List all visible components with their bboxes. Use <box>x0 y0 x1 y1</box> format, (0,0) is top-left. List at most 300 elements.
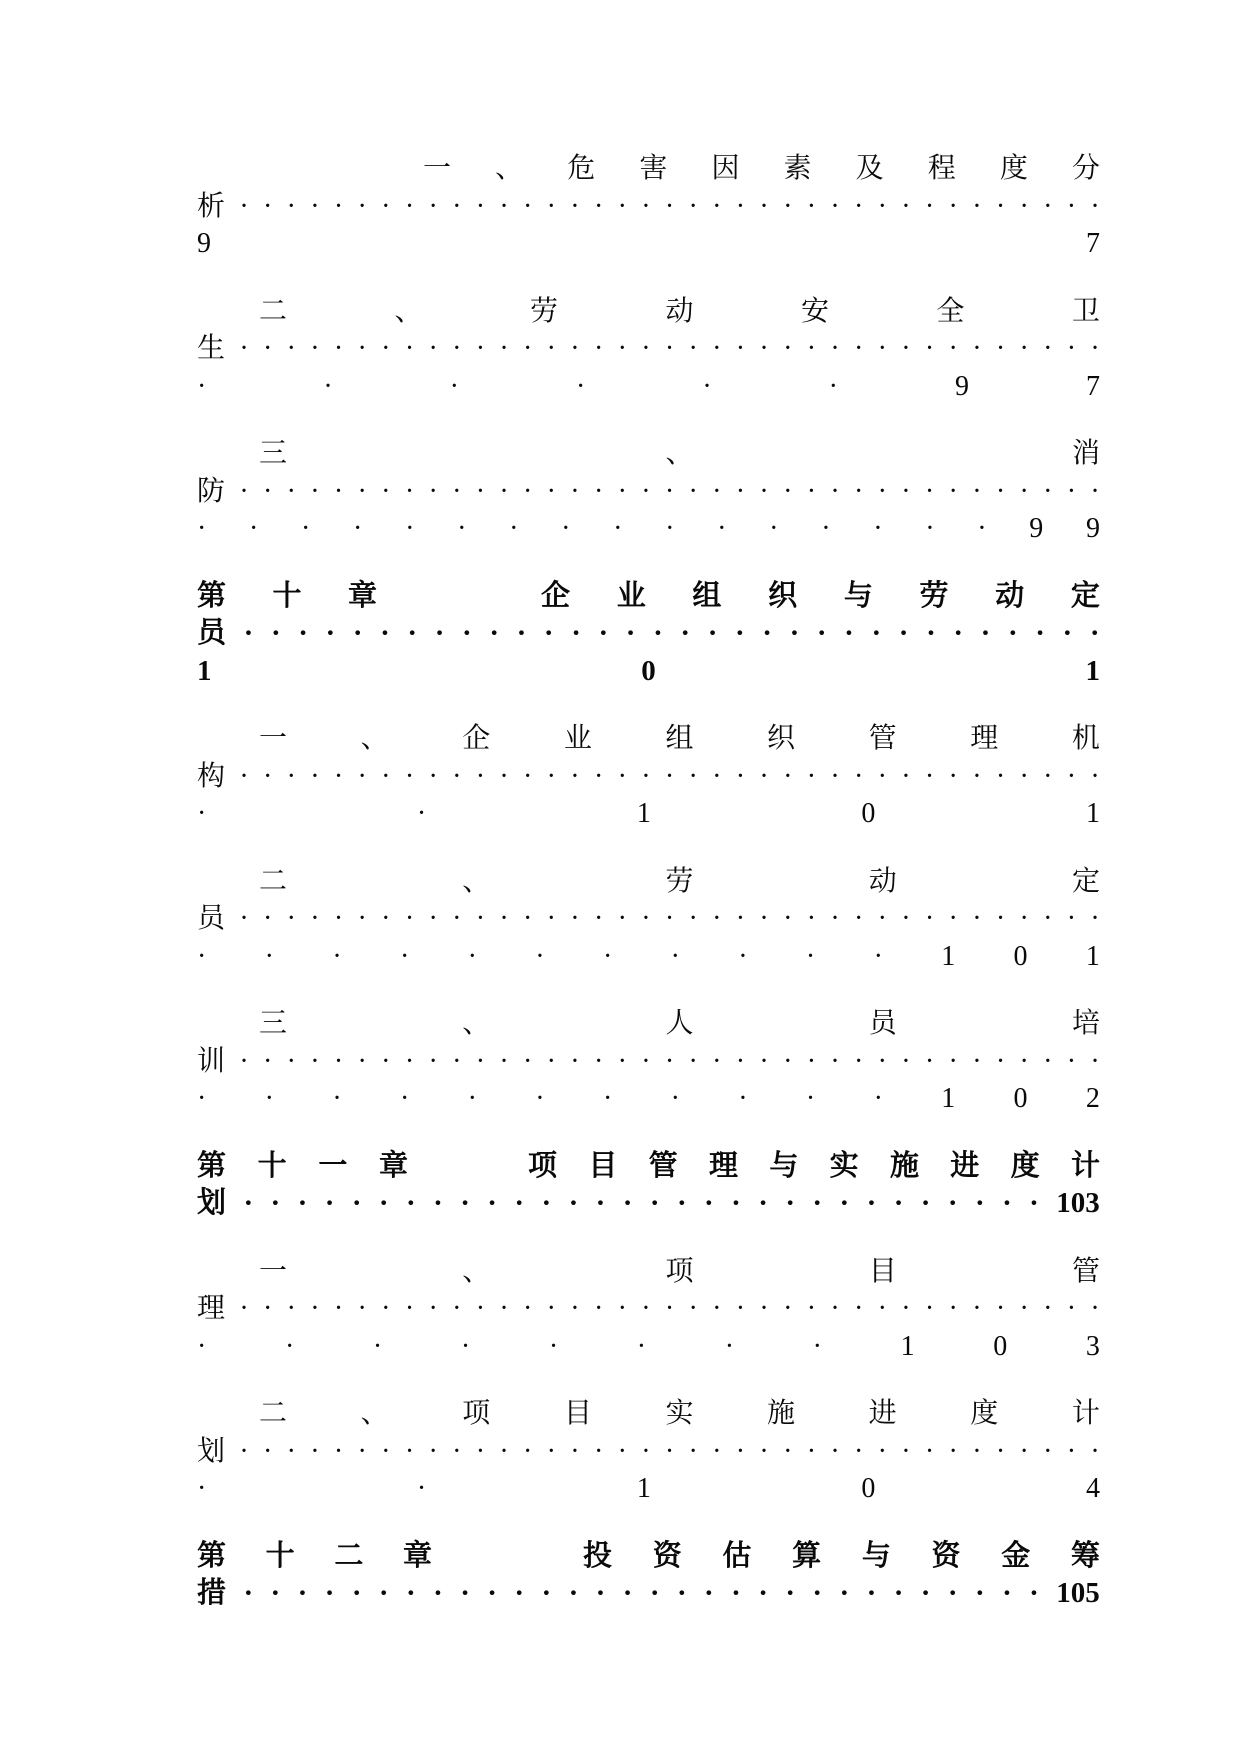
leader-dot: · <box>622 1187 633 1219</box>
leader-dot: · <box>570 333 580 364</box>
toc-glyph: 资 <box>931 1539 961 1572</box>
leader-dot: · <box>641 1045 651 1077</box>
toc-glyph: 组 <box>692 579 722 612</box>
leader-dot: · <box>381 1045 391 1077</box>
leader-dot: · <box>901 333 911 364</box>
toc-glyph: 安 <box>800 295 829 327</box>
leader-dot: · <box>688 1045 698 1077</box>
leader-dot: · <box>428 1045 438 1077</box>
leader-dot: · <box>688 190 698 222</box>
leader-dot: · <box>995 1293 1006 1324</box>
leader-dot: · <box>262 1045 273 1077</box>
toc-glyph: 二 <box>259 865 288 897</box>
toc-glyph: 章 <box>378 1149 408 1182</box>
toc-glyph: 措 <box>197 1577 227 1609</box>
leader-dot: · <box>1019 1293 1029 1324</box>
leader-dot: · <box>1019 1435 1029 1467</box>
leader-dot: · <box>830 1045 840 1077</box>
toc-glyph: 4 <box>1085 1473 1100 1504</box>
leader-dot: · <box>830 1293 840 1324</box>
leader-dot: · <box>404 760 415 792</box>
toc-glyph: 9 <box>1029 513 1044 544</box>
toc-glyph: 理 <box>708 1149 738 1182</box>
leader-dot: · <box>332 1083 342 1114</box>
toc-glyph: 三 <box>259 1008 288 1039</box>
leader-dot: · <box>893 1187 904 1219</box>
leader-dot: · <box>428 903 438 934</box>
toc-glyph: 业 <box>616 579 646 612</box>
toc-glyph: 金 <box>1001 1539 1031 1572</box>
leader-dot: · <box>546 190 556 222</box>
leader-dot: · <box>399 940 410 972</box>
leader-dot: · <box>284 1330 295 1362</box>
toc-glyph: 7 <box>1086 228 1100 259</box>
leader-dot: · <box>499 1293 509 1324</box>
leader-dot: · <box>1066 475 1077 507</box>
leader-dot: · <box>925 513 935 544</box>
leader-dot: · <box>972 1045 982 1077</box>
toc-glyph: 构 <box>197 760 226 792</box>
leader-dot: · <box>636 1330 647 1362</box>
leader-dot: · <box>762 617 772 649</box>
leader-dot: · <box>877 760 887 792</box>
toc-entry-title-line <box>259 293 1100 331</box>
leader-dot: · <box>602 1083 613 1114</box>
toc-glyph: 项 <box>665 1255 694 1287</box>
leader-dot: · <box>452 190 462 222</box>
leader-dot: · <box>243 1187 254 1219</box>
leader-dot: · <box>546 475 556 507</box>
leader-dot: · <box>239 903 249 934</box>
toc-glyph: 0 <box>861 1473 876 1504</box>
leader-dot: · <box>759 760 769 792</box>
leader-dot: · <box>641 190 651 222</box>
leader-dot: · <box>197 1473 207 1504</box>
toc-glyph: 0 <box>1013 940 1028 972</box>
leader-dot: · <box>901 475 911 507</box>
leader-dot: · <box>239 1293 249 1324</box>
toc-glyph: 进 <box>950 1149 980 1182</box>
toc-glyph: 0 <box>993 1330 1008 1362</box>
leader-dot: · <box>457 513 467 544</box>
toc-glyph: 十 <box>272 579 302 612</box>
leader-dot: · <box>541 1187 552 1219</box>
toc-glyph: 进 <box>868 1398 897 1429</box>
leader-dot: · <box>381 1293 391 1324</box>
toc-glyph: 防 <box>197 475 226 507</box>
leader-dot: · <box>286 760 296 792</box>
leader-dot: · <box>830 333 840 364</box>
toc-glyph: 、 <box>462 1255 491 1287</box>
leader-dot: · <box>653 617 663 649</box>
leader-dot: · <box>735 475 746 507</box>
toc-entry-page-line <box>197 1470 1100 1508</box>
leader-dot: · <box>407 617 418 649</box>
leader-dot: · <box>487 1577 497 1609</box>
leader-dot: · <box>598 617 609 649</box>
leader-dot: · <box>593 1435 604 1467</box>
leader-dot: · <box>688 475 698 507</box>
toc-glyph: 管 <box>868 723 897 754</box>
leader-dot: · <box>806 903 817 934</box>
leader-dot: · <box>475 760 486 792</box>
toc-entry <box>197 863 1100 976</box>
toc-glyph: 第 <box>197 579 227 612</box>
leader-dot: · <box>995 903 1006 934</box>
leader-dot: · <box>406 1577 416 1609</box>
toc-glyph: 实 <box>665 1398 694 1429</box>
toc-glyph: 估 <box>722 1539 752 1572</box>
leader-dot: · <box>239 190 249 222</box>
leader-dot: · <box>866 1187 877 1219</box>
toc-glyph: 害 <box>639 153 668 184</box>
toc-entry-leader-line <box>197 758 1100 796</box>
leader-dot: · <box>1019 760 1029 792</box>
leader-dot: · <box>688 1293 698 1324</box>
leader-dot: · <box>1089 617 1100 649</box>
leader-dot: · <box>844 617 854 649</box>
toc-glyph: 业 <box>563 723 592 754</box>
leader-dot: · <box>853 1045 864 1077</box>
leader-dot: · <box>428 1293 438 1324</box>
toc-glyph: 管 <box>648 1149 678 1182</box>
leader-dot: · <box>974 1577 985 1609</box>
toc-glyph: 二 <box>259 295 288 327</box>
leader-dot: · <box>871 617 882 649</box>
leader-dot: · <box>570 190 580 222</box>
leader-dot: · <box>593 190 604 222</box>
leader-dot: · <box>357 475 367 507</box>
leader-dot: · <box>570 1293 580 1324</box>
leader-dot: · <box>475 190 486 222</box>
leader-dot: · <box>357 1045 367 1077</box>
toc-glyph: 析 <box>197 190 226 222</box>
leader-dot: · <box>806 475 817 507</box>
leader-dot: · <box>1090 190 1100 222</box>
toc-glyph: 103 <box>1056 1187 1100 1219</box>
toc-glyph: 企 <box>541 579 571 612</box>
leader-dot: · <box>783 903 793 934</box>
leader-dot: · <box>664 1045 675 1077</box>
leader-dot: · <box>734 617 745 649</box>
leader-dot: · <box>310 1293 320 1324</box>
leader-dot: · <box>1035 617 1045 649</box>
leader-dot: · <box>898 617 909 649</box>
leader-dot: · <box>324 1187 335 1219</box>
leader-dot: · <box>546 333 556 364</box>
toc-chapter-entry <box>197 578 1100 691</box>
leader-dot: · <box>948 1045 958 1077</box>
leader-dot: · <box>664 1293 675 1324</box>
leader-dot: · <box>404 1293 415 1324</box>
toc-entry-page-line <box>197 225 1100 263</box>
leader-dot: · <box>452 333 462 364</box>
leader-dot: · <box>688 903 698 934</box>
leader-dot: · <box>866 1577 877 1609</box>
leader-dot: · <box>877 903 887 934</box>
leader-dot: · <box>853 190 864 222</box>
leader-dot: · <box>353 513 363 544</box>
leader-dot: · <box>570 1045 580 1077</box>
leader-dot: · <box>853 903 864 934</box>
leader-dot: · <box>239 1045 249 1077</box>
leader-dot: · <box>830 903 840 934</box>
leader-dot: · <box>1066 1045 1077 1077</box>
leader-dot: · <box>286 333 296 364</box>
chapter-heading-line <box>197 1538 1100 1576</box>
leader-dot: · <box>853 1435 864 1467</box>
leader-dot: · <box>738 940 748 972</box>
leader-dot: · <box>381 333 391 364</box>
toc-glyph: 计 <box>1070 1149 1100 1182</box>
toc-glyph: 危 <box>567 153 596 184</box>
leader-dot: · <box>535 940 545 972</box>
leader-dot: · <box>325 617 336 649</box>
leader-dot: · <box>1043 475 1053 507</box>
leader-dot: · <box>404 903 415 934</box>
leader-dot: · <box>712 760 722 792</box>
leader-dot: · <box>972 475 982 507</box>
toc-glyph: 二 <box>334 1539 364 1572</box>
leader-dot: · <box>523 475 533 507</box>
leader-dot: · <box>688 333 698 364</box>
leader-dot: · <box>381 903 391 934</box>
leader-dot: · <box>924 1293 935 1324</box>
leader-dot: · <box>806 1293 817 1324</box>
toc-glyph: 项 <box>462 1398 491 1429</box>
toc-glyph: 劳 <box>919 579 949 612</box>
toc-entry <box>197 1005 1100 1118</box>
chapter-label <box>197 578 377 616</box>
leader-dot: · <box>499 760 509 792</box>
leader-dot: · <box>707 617 718 649</box>
leader-dot: · <box>516 617 527 649</box>
leader-dot: · <box>664 903 675 934</box>
leader-dot: · <box>499 1045 509 1077</box>
leader-dot: · <box>570 1435 580 1467</box>
leader-dot: · <box>433 1187 443 1219</box>
leader-dot: · <box>593 1045 604 1077</box>
toc-entry-leader-line <box>197 330 1100 368</box>
leader-dot: · <box>475 475 486 507</box>
leader-dot: · <box>759 1045 769 1077</box>
toc-entry-leader-line <box>197 900 1100 938</box>
leader-dot: · <box>948 475 958 507</box>
leader-dot: · <box>475 1435 486 1467</box>
leader-dot: · <box>924 190 935 222</box>
leader-dot: · <box>301 513 311 544</box>
leader-dot: · <box>812 1187 823 1219</box>
leader-dot: · <box>924 760 935 792</box>
leader-dot: · <box>812 1577 823 1609</box>
leader-dot: · <box>561 513 571 544</box>
leader-dot: · <box>286 190 296 222</box>
toc-glyph: 度 <box>999 153 1028 184</box>
leader-dot: · <box>839 1577 850 1609</box>
leader-dot: · <box>487 1187 497 1219</box>
leader-dot: · <box>404 1435 415 1467</box>
leader-dot: · <box>197 1083 207 1114</box>
leader-dot: · <box>523 1045 533 1077</box>
toc-entry-page-line <box>197 368 1100 406</box>
leader-dot: · <box>372 1330 383 1362</box>
leader-dot: · <box>853 1293 864 1324</box>
leader-dot: · <box>262 190 273 222</box>
leader-dot: · <box>664 333 675 364</box>
toc-entry-page-line <box>197 1080 1100 1118</box>
leader-dot: · <box>806 333 817 364</box>
leader-dot: · <box>475 1293 486 1324</box>
leader-dot: · <box>688 1435 698 1467</box>
leader-dot: · <box>357 190 367 222</box>
leader-dot: · <box>541 1577 552 1609</box>
leader-dot: · <box>416 1473 427 1504</box>
leader-dot: · <box>514 1577 525 1609</box>
leader-dot: · <box>948 333 958 364</box>
toc-glyph: 0 <box>861 798 876 829</box>
leader-dot: · <box>664 760 675 792</box>
toc-glyph: 度 <box>1010 1149 1040 1182</box>
toc-glyph: 、 <box>394 295 423 327</box>
leader-dot: · <box>452 903 462 934</box>
leader-dot: · <box>381 1435 391 1467</box>
leader-dot: · <box>828 370 838 402</box>
leader-dot: · <box>1029 1577 1039 1609</box>
leader-dot: · <box>452 475 462 507</box>
leader-dot: · <box>617 333 627 364</box>
leader-dot: · <box>1066 1435 1077 1467</box>
leader-dot: · <box>901 1045 911 1077</box>
leader-dot: · <box>357 1293 367 1324</box>
leader-dot: · <box>953 617 964 649</box>
toc-entry-page-line <box>197 653 1100 691</box>
toc-glyph: 算 <box>792 1539 822 1572</box>
leader-dot: · <box>731 1577 741 1609</box>
leader-dot: · <box>262 903 273 934</box>
leader-dot: · <box>239 1435 249 1467</box>
toc-glyph: 1 <box>941 940 956 972</box>
leader-dot: · <box>995 475 1006 507</box>
leader-dot: · <box>428 475 438 507</box>
leader-dot: · <box>452 760 462 792</box>
leader-dot: · <box>1066 903 1077 934</box>
leader-dot: · <box>853 475 864 507</box>
toc-glyph: 0 <box>1013 1083 1028 1114</box>
toc-entry <box>197 1253 1100 1366</box>
leader-dot: · <box>546 1045 556 1077</box>
toc-glyph: 理 <box>970 723 999 754</box>
toc-glyph: 动 <box>868 865 897 897</box>
leader-dot: · <box>617 1293 627 1324</box>
leader-dot: · <box>467 940 477 972</box>
leader-dot: · <box>625 617 636 649</box>
leader-dot: · <box>1066 333 1077 364</box>
leader-dot: · <box>270 1187 281 1219</box>
leader-dot: · <box>972 760 982 792</box>
leader-dot: · <box>1002 1577 1012 1609</box>
leader-dot: · <box>783 760 793 792</box>
chapter-heading-line <box>197 578 1100 616</box>
leader-dot: · <box>1062 617 1073 649</box>
leader-dot: · <box>805 1083 816 1114</box>
leader-dot: · <box>712 1435 722 1467</box>
toc-glyph: 及 <box>855 153 884 184</box>
leader-dot: · <box>249 513 259 544</box>
leader-dot: · <box>333 1435 344 1467</box>
leader-dot: · <box>378 1187 389 1219</box>
leader-dot: · <box>995 190 1006 222</box>
toc-glyph: 与 <box>843 579 873 612</box>
toc-glyph: 9 <box>1085 513 1100 544</box>
leader-dot: · <box>405 513 415 544</box>
toc-entry-title-line <box>259 863 1100 901</box>
toc-glyph: 分 <box>1071 153 1100 184</box>
leader-dot: · <box>901 903 911 934</box>
toc-entry <box>197 720 1100 833</box>
leader-dot: · <box>197 798 207 829</box>
leader-dot: · <box>310 475 320 507</box>
leader-dot: · <box>310 333 320 364</box>
leader-dot: · <box>333 1045 344 1077</box>
leader-dot: · <box>816 617 827 649</box>
leader-dot: · <box>948 1435 958 1467</box>
toc-entry <box>197 435 1100 548</box>
leader-dot: · <box>877 1293 887 1324</box>
leader-dot: · <box>785 1577 795 1609</box>
toc-glyph: 实 <box>829 1149 859 1182</box>
leader-dot: · <box>759 1435 769 1467</box>
leader-dot: · <box>617 475 627 507</box>
leader-dot: · <box>758 1187 768 1219</box>
leader-dot: · <box>877 333 887 364</box>
leader-dot: · <box>333 760 344 792</box>
leader-dot: · <box>310 1045 320 1077</box>
leader-dot: · <box>239 333 249 364</box>
toc-glyph: 十 <box>265 1539 295 1572</box>
leader-dot: · <box>333 475 344 507</box>
leader-dot: · <box>378 1577 389 1609</box>
toc-entry-title-line <box>259 1395 1100 1433</box>
leader-dot: · <box>948 1293 958 1324</box>
leader-dot: · <box>332 940 342 972</box>
toc-entry-page-line <box>197 938 1100 976</box>
leader-dot: · <box>972 1293 982 1324</box>
leader-dot: · <box>688 760 698 792</box>
leader-dot: · <box>806 190 817 222</box>
leader-dot: · <box>877 1435 887 1467</box>
leader-dot: · <box>264 940 274 972</box>
toc-glyph: 投 <box>583 1539 613 1572</box>
toc-glyph: 度 <box>970 1398 999 1429</box>
leader-dot: · <box>381 190 391 222</box>
leader-dot: · <box>593 760 604 792</box>
toc-entry <box>197 293 1100 406</box>
leader-dot: · <box>735 190 746 222</box>
leader-dot: · <box>702 370 712 402</box>
leader-dot: · <box>1043 760 1053 792</box>
leader-dot: · <box>333 903 344 934</box>
toc-entry <box>197 1395 1100 1508</box>
toc-glyph: 与 <box>769 1149 799 1182</box>
toc-glyph: 素 <box>783 153 812 184</box>
toc-glyph: 筹 <box>1070 1539 1100 1572</box>
leader-dot: · <box>712 1293 722 1324</box>
toc-entry-leader-line <box>197 1043 1100 1081</box>
leader-dot: · <box>920 1577 931 1609</box>
toc-glyph: 、 <box>360 723 389 754</box>
leader-dot: · <box>593 333 604 364</box>
toc-glyph: 1 <box>1085 798 1100 829</box>
